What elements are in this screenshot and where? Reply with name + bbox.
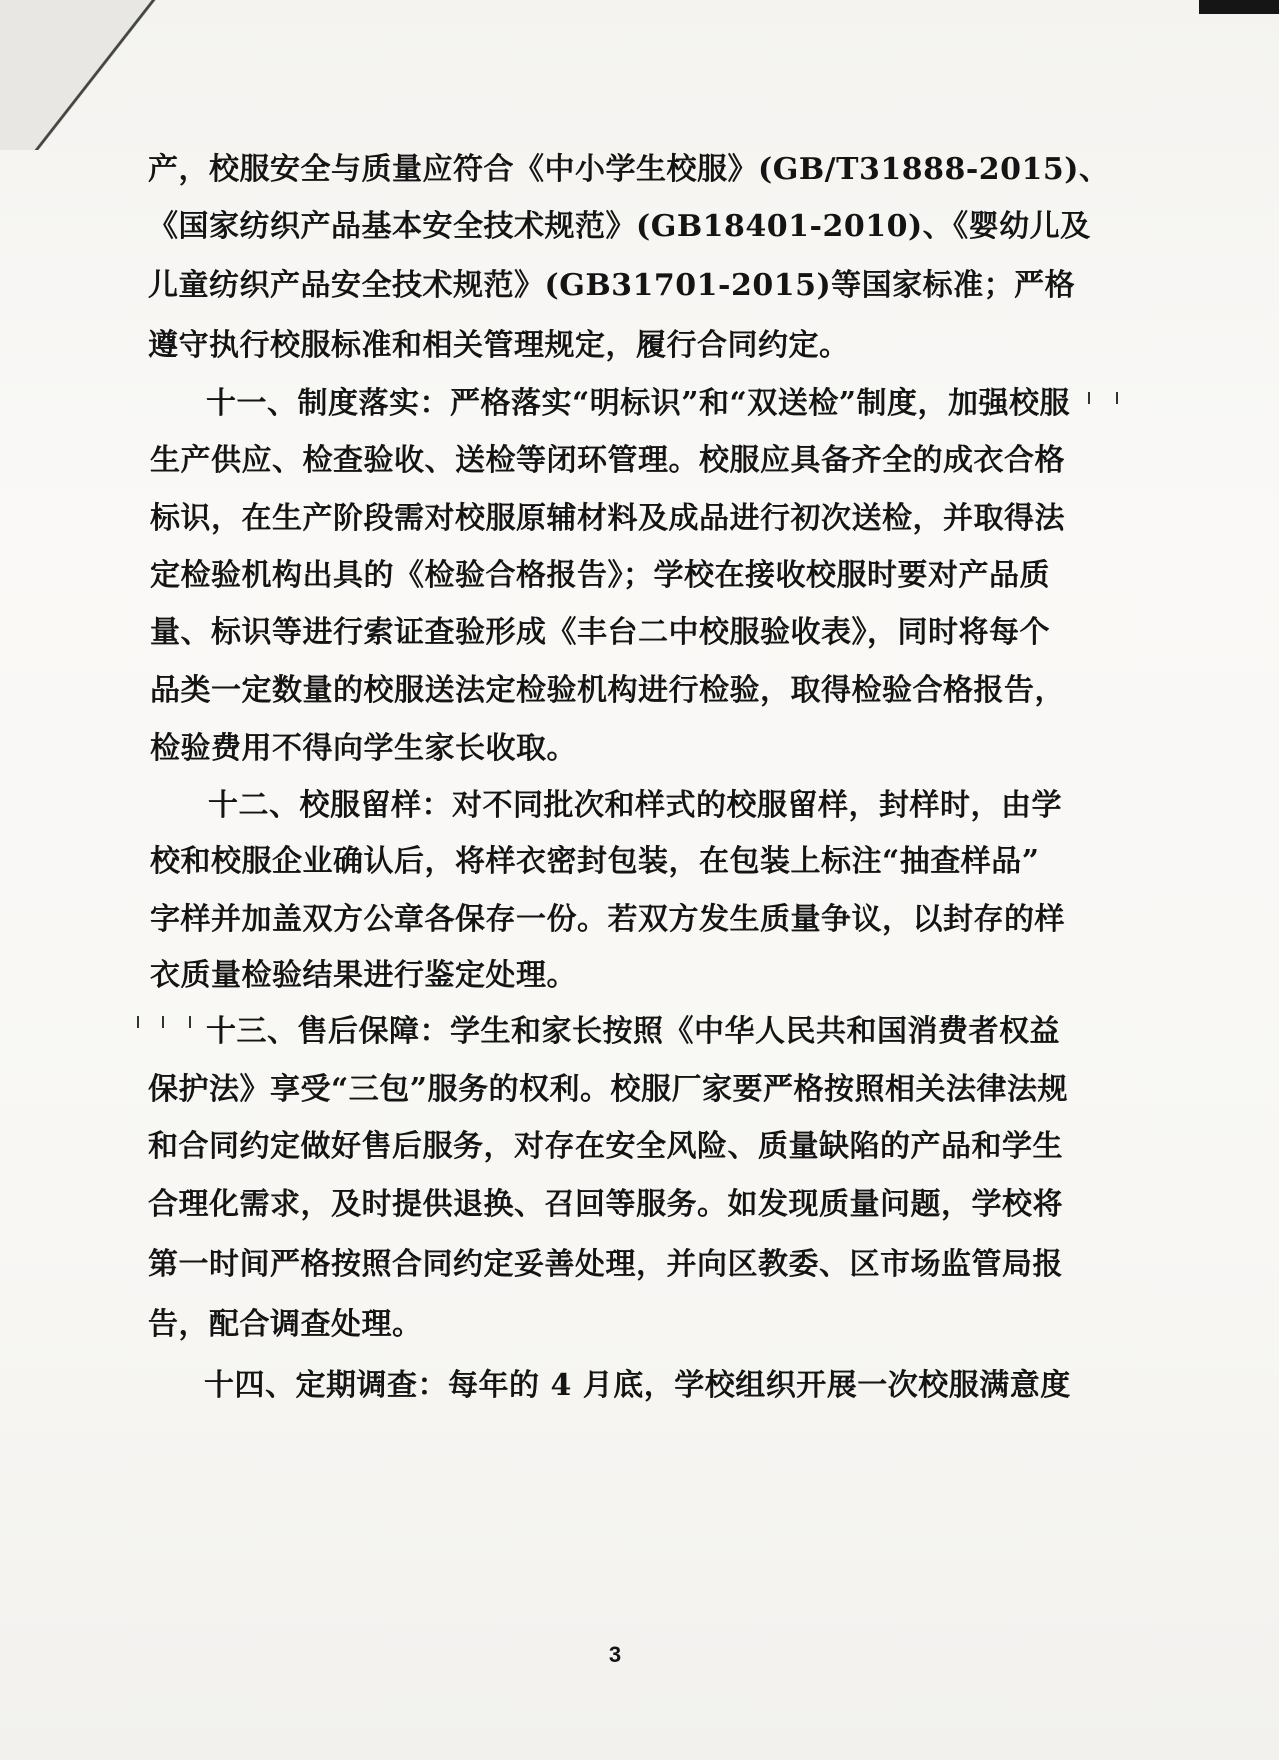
body-line: 量、标识等进行索证查验形成《丰台二中校服验收表》，同时将每个 bbox=[150, 615, 1050, 650]
body-line: 告，配合调查处理。 bbox=[148, 1307, 423, 1342]
body-line: 和合同约定做好售后服务，对存在安全风险、质量缺陷的产品和学生 bbox=[148, 1129, 1063, 1164]
body-line: 检验费用不得向学生家长收取。 bbox=[150, 731, 577, 766]
body-line: 《国家纺织产品基本安全技术规范》(GB18401-2010)、《婴幼儿及 bbox=[148, 209, 1091, 244]
body-line: 生产供应、检查验收、送检等闭环管理。校服应具备齐全的成衣合格 bbox=[150, 443, 1065, 478]
body-line: 校和校服企业确认后，将样衣密封包装，在包装上标注“抽查样品” bbox=[150, 844, 1040, 879]
body-line: 衣质量检验结果进行鉴定处理。 bbox=[150, 958, 577, 993]
body-line: 遵守执行校服标准和相关管理规定，履行合同约定。 bbox=[148, 328, 850, 363]
body-line: 合理化需求，及时提供退换、召回等服务。如发现质量问题，学校将 bbox=[148, 1187, 1063, 1222]
body-line: 保护法》享受“三包”服务的权利。校服厂家要严格按照相关法律法规 bbox=[148, 1072, 1069, 1107]
body-line: 十一、制度落实：严格落实“明标识”和“双送检”制度，加强校服 bbox=[206, 386, 1071, 421]
body-line: 品类一定数量的校服送法定检验机构进行检验，取得检验合格报告， bbox=[150, 673, 1065, 708]
body-line: 十三、售后保障：学生和家长按照《中华人民共和国消费者权益 bbox=[206, 1014, 1060, 1049]
body-line: 定检验机构出具的《检验合格报告》；学校在接收校服时要对产品质 bbox=[150, 558, 1050, 593]
body-line: 儿童纺织产品安全技术规范》(GB31701-2015)等国家标准；严格 bbox=[148, 268, 1076, 303]
body-line: 第一时间严格按照合同约定妥善处理，并向区教委、区市场监管局报 bbox=[148, 1247, 1063, 1282]
body-line: 十四、定期调查：每年的 4 月底，学校组织开展一次校服满意度 bbox=[204, 1368, 1071, 1403]
body-line: 字样并加盖双方公章各保存一份。若双方发生质量争议，以封存的样 bbox=[150, 902, 1065, 937]
body-line: 十二、校服留样：对不同批次和样式的校服留样，封样时，由学 bbox=[208, 788, 1062, 823]
body-line: 标识，在生产阶段需对校服原辅材料及成品进行初次送检，并取得法 bbox=[150, 501, 1065, 536]
page-number: 3 bbox=[608, 1642, 622, 1667]
body-line: 产，校服安全与质量应符合《中小学生校服》(GB/T31888-2015)、 bbox=[148, 152, 1110, 187]
